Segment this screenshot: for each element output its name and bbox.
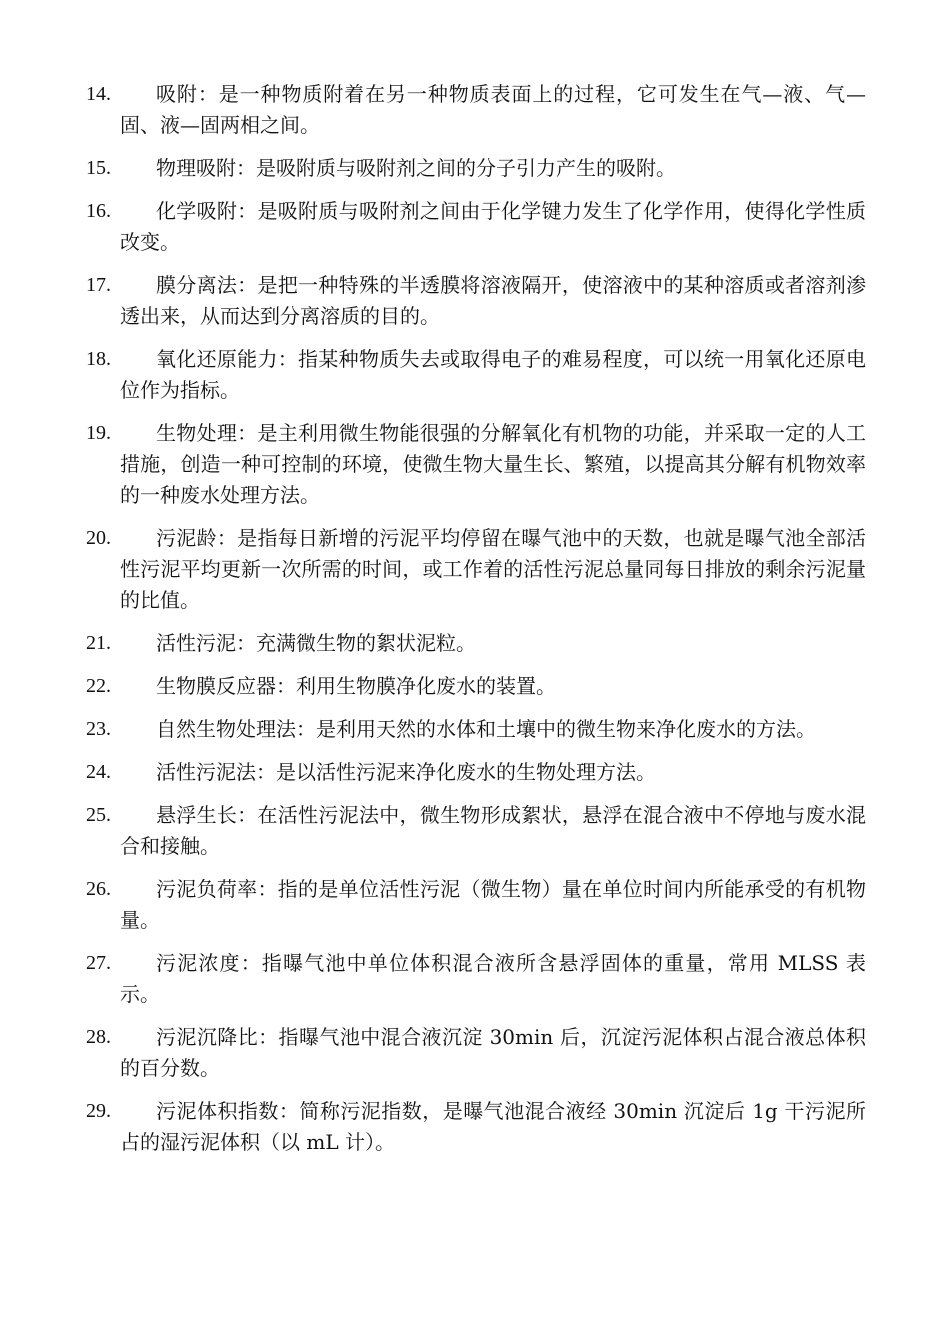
item-definition-text: 污泥龄：是指每日新增的污泥平均停留在曝气池中的天数，也就是曝气池全部活性污泥平均更新一次所需的时间，或工作着的活性污泥总量同每日排放的剩余污泥量的比值。 (120, 526, 866, 612)
item-definition-text: 物理吸附：是吸附质与吸附剂之间的分子引力产生的吸附。 (156, 156, 676, 180)
item-number: 29. (86, 1100, 111, 1122)
item-number: 16. (86, 200, 111, 222)
item-number: 14. (86, 83, 111, 105)
item-definition-text: 污泥体积指数：简称污泥指数，是曝气池混合液经 30min 沉淀后 1g 干污泥所占的湿污泥体积（以 mL 计）。 (120, 1099, 866, 1154)
list-item (86, 1022, 866, 1084)
list-item (86, 948, 866, 1010)
list-item (86, 757, 866, 788)
item-number: 24. (86, 761, 111, 783)
item-definition-text: 自然生物处理法：是利用天然的水体和土壤中的微生物来净化废水的方法。 (156, 717, 816, 741)
list-item (86, 1096, 866, 1158)
list-item (86, 800, 866, 862)
item-number: 28. (86, 1026, 111, 1048)
list-item (86, 153, 866, 184)
item-definition-text: 活性污泥：充满微生物的絮状泥粒。 (156, 631, 476, 655)
item-definition-text: 污泥负荷率：指的是单位活性污泥（微生物）量在单位时间内所能承受的有机物量。 (120, 877, 866, 932)
list-item (86, 270, 866, 332)
term-definition-list (86, 79, 866, 1170)
item-definition-text: 生物处理：是主利用微生物能很强的分解氧化有机物的功能，并采取一定的人工措施，创造一种可控制的环境，使微生物大量生长、繁殖，以提高其分解有机物效率的一种废水处理方法。 (120, 421, 866, 507)
list-item (86, 628, 866, 659)
item-number: 17. (86, 274, 111, 296)
item-definition-text: 污泥沉降比：指曝气池中混合液沉淀 30min 后，沉淀污泥体积占混合液总体积的百分数。 (120, 1025, 866, 1080)
item-number: 23. (86, 718, 111, 740)
item-number: 20. (86, 527, 111, 549)
item-definition-text: 化学吸附：是吸附质与吸附剂之间由于化学键力发生了化学作用，使得化学性质改变。 (120, 199, 866, 254)
list-item (86, 714, 866, 745)
item-definition-text: 生物膜反应器：利用生物膜净化废水的装置。 (156, 674, 556, 698)
list-item (86, 344, 866, 406)
list-item (86, 671, 866, 702)
item-definition-text: 活性污泥法：是以活性污泥来净化废水的生物处理方法。 (156, 760, 656, 784)
list-item (86, 418, 866, 511)
item-definition-text: 氧化还原能力：指某种物质失去或取得电子的难易程度，可以统一用氧化还原电位作为指标。 (120, 347, 866, 402)
item-number: 27. (86, 952, 111, 974)
item-number: 22. (86, 675, 111, 697)
item-number: 21. (86, 632, 111, 654)
item-definition-text: 污泥浓度：指曝气池中单位体积混合液所含悬浮固体的重量，常用 MLSS 表示。 (120, 951, 866, 1006)
item-number: 25. (86, 804, 111, 826)
item-number: 18. (86, 348, 111, 370)
list-item (86, 523, 866, 616)
item-number: 19. (86, 422, 111, 444)
item-definition-text: 膜分离法：是把一种特殊的半透膜将溶液隔开，使溶液中的某种溶质或者溶剂渗透出来，从而达到分离溶质的目的。 (120, 273, 866, 328)
item-definition-text: 悬浮生长：在活性污泥法中，微生物形成絮状，悬浮在混合液中不停地与废水混合和接触。 (120, 803, 866, 858)
item-number: 26. (86, 878, 111, 900)
item-definition-text: 吸附：是一种物质附着在另一种物质表面上的过程，它可发生在气—液、气—固、液—固两相之间。 (120, 82, 866, 137)
item-number: 15. (86, 157, 111, 179)
list-item (86, 196, 866, 258)
list-item (86, 874, 866, 936)
list-item (86, 79, 866, 141)
